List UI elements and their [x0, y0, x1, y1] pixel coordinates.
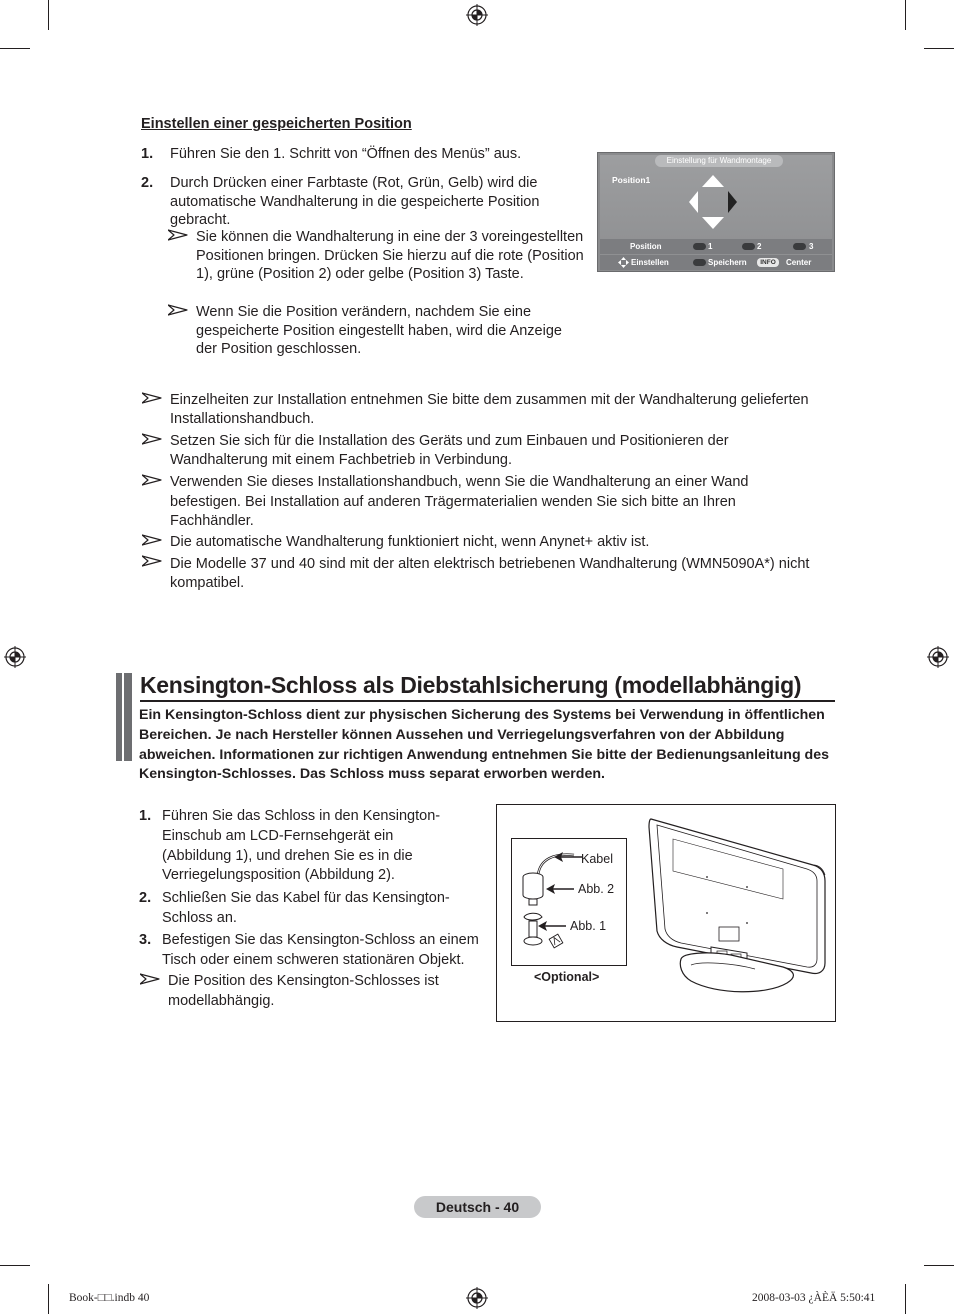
osd-position-3: 3: [809, 242, 814, 251]
lock-inset: [511, 838, 627, 966]
crop-mark: [924, 1265, 954, 1266]
tv-rear-view-icon: [637, 813, 833, 1003]
red-button-icon: [693, 243, 706, 250]
crop-mark: [48, 0, 49, 30]
crop-mark: [905, 0, 906, 30]
osd-center-label: Center: [786, 258, 812, 267]
note-text: Die automatische Wandhalterung funktioniert nicht, wenn Anynet+ aktiv ist.: [170, 534, 650, 550]
pointer-arrow-icon: [546, 883, 576, 895]
step-number: 3.: [139, 932, 152, 948]
wall-mount-osd-screen: [597, 152, 835, 272]
crop-mark: [0, 48, 30, 49]
pointer-arrow-icon: [538, 920, 568, 932]
note-arrow-icon: [142, 474, 162, 486]
step-text: Durch Drücken einer Farbtaste (Rot, Grün, Gelb) wird die automatische Wandhalterung in die gespeicherte Position gebracht.: [170, 175, 540, 228]
step-number: 1.: [141, 146, 154, 162]
section-intro: Ein Kensington-Schloss dient zur physischen Sicherung des Systems bei Verwendung in öffentlichen Bereichen. Je nach Hersteller können Aussehen und Verriegelungsverfahren von der Abbildung abweichen. Informationen zur richtigen Anwendung entnehmen Sie bitte der Bedienungsanleitung des Kensington-Schlosses. Das Schloss muss separat erworben werden.: [139, 707, 829, 783]
step-text: Führen Sie das Schloss in den Kensington-Einschub am LCD-Fernsehgerät ein (Abbildung 1), und drehen Sie es in die Verriegelungsposition (Abbildung 2).: [162, 808, 441, 884]
label-cable: Kabel: [581, 852, 613, 866]
osd-save-label: Speichern: [708, 258, 747, 267]
osd-position-1: 1: [708, 242, 713, 251]
registration-mark-icon: [4, 646, 26, 668]
direction-pad-icon: [686, 173, 740, 231]
osd-row-position: [600, 239, 832, 254]
blue-button-icon: [693, 259, 706, 266]
heading-underline: [140, 700, 835, 702]
crop-mark: [48, 1284, 49, 1314]
registration-mark-icon: [927, 646, 949, 668]
note-arrow-icon: [168, 229, 188, 241]
note-arrow-icon: [140, 973, 160, 985]
note-arrow-icon: [142, 433, 162, 445]
heading-accent-bar: [124, 673, 132, 761]
note-text: Verwenden Sie dieses Installationshandbuch, wenn Sie die Wandhalterung an einer Wand befestigen. Bei Installation auf anderen Trägermaterialien wenden Sie sich bitte an Ihren Fachhändler.: [170, 474, 749, 529]
note-arrow-icon: [142, 392, 162, 404]
step-text: Führen Sie den 1. Schritt von “Öffnen des Menüs” aus.: [170, 146, 522, 162]
label-figure-2: Abb. 2: [578, 882, 615, 896]
step-number: 2.: [141, 175, 154, 191]
label-optional: <Optional>: [534, 970, 600, 984]
pointer-arrow-icon: [554, 851, 584, 863]
osd-row-controls: [600, 255, 832, 270]
note-text: Einzelheiten zur Installation entnehmen Sie bitte dem zusammen mit der Wandhalterung gelieferten Installationshandbuch.: [170, 392, 809, 427]
heading-accent-bar: [116, 673, 122, 761]
move-arrows-icon: [618, 257, 629, 268]
note-text: Wenn Sie die Position verändern, nachdem Sie eine gespeicherte Position eingestellt haben, wird die Anzeige der Position geschlossen.: [196, 304, 562, 357]
note-arrow-icon: [142, 555, 162, 567]
osd-current-position: Position1: [612, 175, 651, 185]
osd-panel: [600, 155, 832, 269]
print-slug-left: Book-□□.indb 40: [69, 1292, 150, 1304]
yellow-button-icon: [793, 243, 806, 250]
kensington-lock-illustration: [496, 804, 836, 1022]
registration-mark-icon: [466, 1287, 488, 1309]
step-text: Schließen Sie das Kabel für das Kensington-Schloss an.: [162, 890, 450, 926]
step-text: Befestigen Sie das Kensington-Schloss an einem Tisch oder einem schweren stationären Objekt.: [162, 932, 479, 968]
crop-mark: [905, 1284, 906, 1314]
section-heading: Kensington-Schloss als Diebstahlsicherung (modellabhängig): [140, 672, 802, 698]
note-text: Die Modelle 37 und 40 sind mit der alten elektrisch betriebenen Wandhalterung (WMN5090A*) nicht kompatibel.: [170, 556, 810, 591]
crop-mark: [924, 48, 954, 49]
page-number-badge: Deutsch - 40: [414, 1196, 541, 1218]
note-text: Setzen Sie sich für die Installation des Geräts und zum Einbauen und Positionieren der Wandhalterung mit einem Fachbetrieb in Verbindung.: [170, 433, 729, 468]
green-button-icon: [742, 243, 755, 250]
step-number: 2.: [139, 890, 152, 906]
registration-mark-icon: [466, 4, 488, 26]
step-number: 1.: [139, 808, 152, 824]
osd-row-label: Position: [630, 242, 662, 251]
osd-adjust-label: Einstellen: [631, 258, 669, 267]
osd-title: Einstellung für Wandmontage: [655, 155, 783, 167]
crop-mark: [0, 1265, 30, 1266]
note-text: Die Position des Kensington-Schlosses ist modellabhängig.: [168, 973, 439, 1009]
note-arrow-icon: [168, 304, 188, 316]
note-text: Sie können die Wandhalterung in eine der 3 voreingestellten Positionen bringen. Drücken Sie hierzu auf die rote (Position 1), grüne (Position 2) oder gelbe (Position 3) Taste.: [196, 229, 584, 282]
print-slug-right: 2008-03-03 ¿ÀÈÄ 5:50:41: [752, 1292, 876, 1304]
osd-position-2: 2: [757, 242, 762, 251]
note-arrow-icon: [142, 534, 162, 546]
info-button-icon: INFO: [757, 258, 779, 267]
subsection-title: Einstellen einer gespeicherten Position: [141, 116, 412, 132]
label-figure-1: Abb. 1: [570, 919, 607, 933]
